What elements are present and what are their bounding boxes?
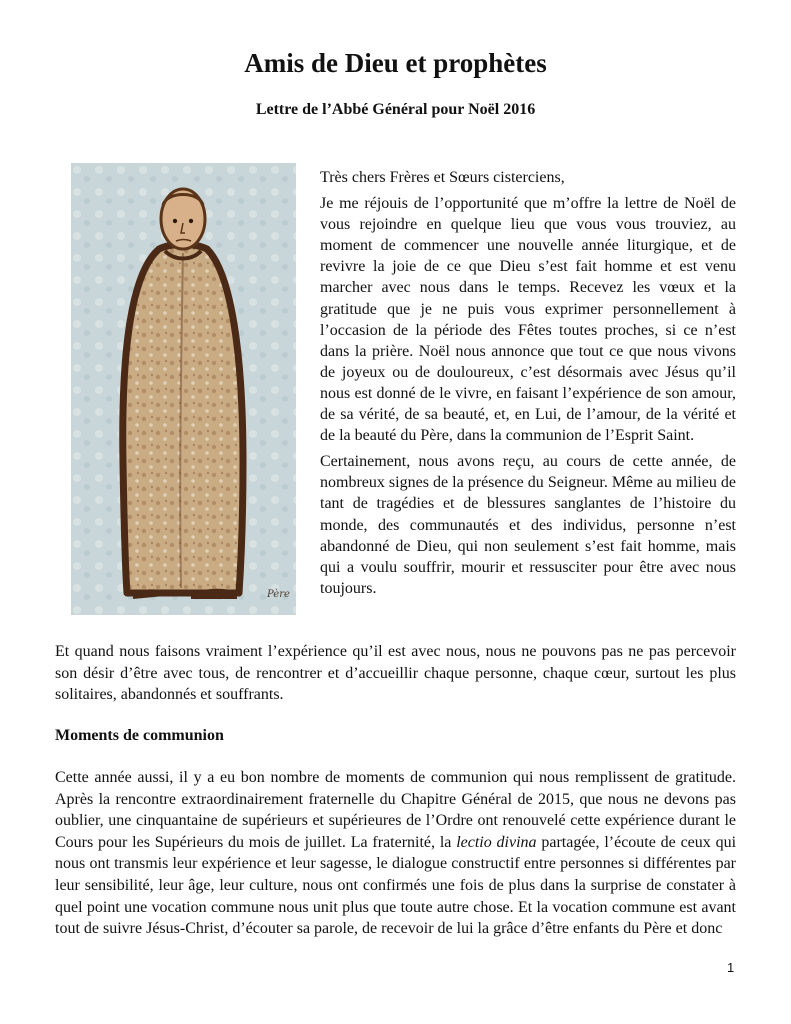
monk-painting [71,163,296,615]
paragraph-3: Et quand nous faisons vraiment l’expérience qu’il est avec nous, nous ne pouvons pas ne pas percevoir son désir d’être avec tous, de rencontrer et d’accueillir chaque personne, chaque cœur, surtout les plus solitaires, abandonnés et souffrants. [55,643,736,704]
paragraph-4-part2: partagée, l’écoute de ceux qui nous ont transmis leur expérience et leur sagesse, le dialogue constructif entre personnes si différentes par leur sensibilité, leur âge, leur culture, nous ont confirmés une fois de plus dans la surprise de constater à quel point une vocation commune nous unit plus que toute autre chose. Et la vocation commune est avant tout de suivre Jésus-Christ, d’écouter sa parole, de recevoir de lui la grâce d’être enfants du Père et donc [55,833,737,938]
salutation: Très chers Frères et Sœurs cisterciens, [320,169,565,186]
paragraph-4-part1: Cette année aussi, il y a eu bon nombre de moments de communion qui nous remplissent de gratitude. Après la rencontre extraordinairement fraternelle du Chapitre Général de 2015, que nous ne devons pas oublier, une cinquantaine de supérieurs et supérieures de l’Ordre ont renouvelé cette expérience durant le Cours pour les Supérieurs du mois de juillet. La fraternité, la [55,769,736,851]
document-subtitle: Lettre de l’Abbé Général pour Noël 2016 [255,101,536,118]
section-heading: Moments de communion [55,727,224,744]
monk-illustration [71,163,296,615]
painting-signature: Père [267,589,290,600]
page-number: 1 [727,960,735,975]
paragraph-2: Certainement, nous avons reçu, au cours de cette année, de nombreux signes de la présence du Seigneur. Même au milieu de tant de tragédies et de blessures sanglantes de l’histoire du monde, des communautés et des individus, personne n’est abandonné de Dieu, qui non seulement s’est fait homme, mais qui a voulu souffrir, mourir et ressusciter pour être avec nous toujours. [320,453,736,597]
paragraph-1: Je me réjouis de l’opportunité que m’offre la lettre de Noël de vous rejoindre en quelque lieu que vous vous trouviez, au moment de commencer une nouvelle année liturgique, et de revivre la joie de ce que Dieu s’est fait homme et est venu marcher avec nous dans le temps. Recevez les vœux et la gratitude que je ne puis vous exprimer personnellement à l’occasion de la période des Fêtes toutes proches, si ce n’est dans la prière. Noël nous annonce que tout ce que nous vivons de joyeux ou de douloureux, c’est désormais avec Jésus qu’il nous est donné de le vivre, en faisant l’expérience de son amour, de sa vérité, de sa beauté, et, en Lui, de l’amour, de la vérité et de la beauté du Père, dans la communion de l’Esprit Saint. [320,195,736,445]
lectio-divina-italic: lectio divina [456,833,537,851]
document-title: Amis de Dieu et prophètes [244,48,547,78]
paragraph-4 [55,767,736,940]
intro-column [320,167,736,604]
